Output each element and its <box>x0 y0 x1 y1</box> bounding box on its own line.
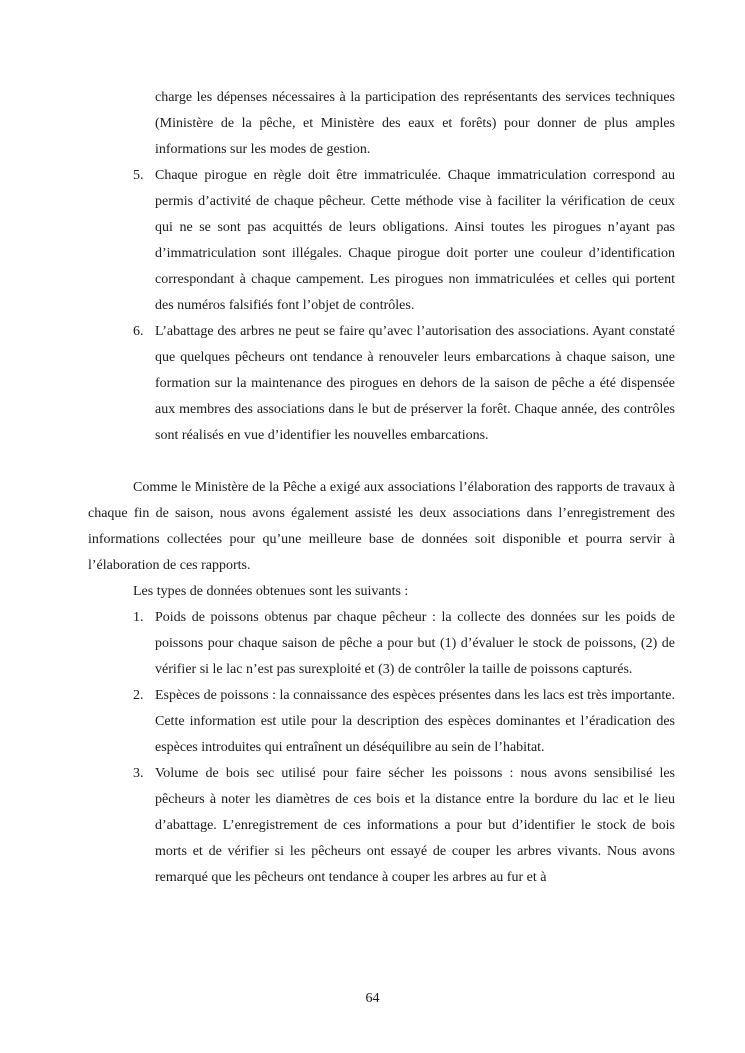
list-item-text: Chaque pirogue en règle doit être immatriculée. Chaque immatriculation correspond au permis d’activité de chaque pêcheur. Cette méthode vise à faciliter la vérification de ceux qui ne se sont pas acquittés de leurs obligations. Ainsi toutes les pirogues n’ayant pas d’immatriculation sont illégales. Chaque pirogue doit porter une couleur d’identification correspondant à chaque campement. Les pirogues non immatriculées et celles qui portent des numéros falsifiés font l’objet de contrôles. <box>155 168 675 313</box>
management-rules-list <box>88 163 675 449</box>
continued-list-item-text: charge les dépenses nécessaires à la participation des représentants des services techniques (Ministère de la pêche, et Ministère des eaux et forêts) pour donner de plus amples informations sur les modes de gestion. <box>155 90 675 157</box>
list-item <box>133 163 675 319</box>
data-types-list <box>88 605 675 891</box>
list-item-text: Espèces de poissons : la connaissance des espèces présentes dans les lacs est très importante. Cette information est utile pour la description des espèces dominantes et l’éradication des espèces introduites qui entraînent un déséquilibre au sein de l’habitat. <box>155 688 675 755</box>
list-item-number: 2. <box>133 688 144 703</box>
page-content <box>88 85 675 891</box>
list-item-number: 6. <box>133 324 144 339</box>
list-intro: Les types de données obtenues sont les suivants : <box>133 584 409 599</box>
list-item <box>133 319 675 449</box>
list-item-text: Poids de poissons obtenus par chaque pêcheur : la collecte des données sur les poids de poissons pour chaque saison de pêche a pour but (1) d’évaluer le stock de poissons, (2) de vérifier si le lac n’est pas surexploité et (3) de contrôler la taille de poissons capturés. <box>155 610 675 677</box>
list-item-number: 5. <box>133 168 144 183</box>
list-item-number: 1. <box>133 610 144 625</box>
list-item-text: L’abattage des arbres ne peut se faire qu’avec l’autorisation des associations. Ayant constaté que quelques pêcheurs ont tendance à renouveler leurs embarcations à chaque saison, une formation sur la maintenance des pirogues en dehors de la saison de pêche a été dispensée aux membres des associations dans le but de préserver la forêt. Chaque année, des contrôles sont réalisés en vue d’identifier les nouvelles embarcations. <box>155 324 675 443</box>
body-paragraph: Comme le Ministère de la Pêche a exigé aux associations l’élaboration des rapports de travaux à chaque fin de saison, nous avons également assisté les deux associations dans l’enregistrement des informations collectées pour qu’une meilleure base de données soit disponible et pourra servir à l’élaboration de ces rapports. <box>88 480 675 573</box>
list-item-text: Volume de bois sec utilisé pour faire sécher les poissons : nous avons sensibilisé les pêcheurs à noter les diamètres de ces bois et la distance entre la bordure du lac et le lieu d’abattage. L’enregistrement de ces informations a pour but d’identifier le stock de bois morts et de vérifier si les pêcheurs ont essayé de couper les arbres vivants. Nous avons remarqué que les pêcheurs ont tendance à couper les arbres au fur et à <box>155 766 675 885</box>
paragraph-spacer <box>88 449 675 475</box>
list-item <box>133 605 675 683</box>
list-item <box>133 683 675 761</box>
list-item-number: 3. <box>133 766 144 781</box>
page-number: 64 <box>365 991 380 1006</box>
list-item <box>133 761 675 891</box>
